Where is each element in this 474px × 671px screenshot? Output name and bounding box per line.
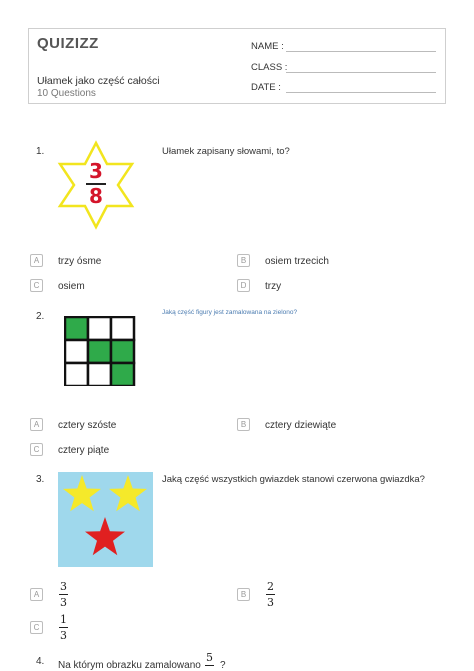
q2-grid-cell-1-2	[88, 317, 111, 340]
brand-logo: QUIZIZZ	[37, 35, 99, 52]
q2-grid-cell-2-3	[111, 340, 134, 363]
q2-grid-cell-2-2	[88, 340, 111, 363]
name-field	[251, 41, 284, 52]
question-2-number: 2.	[36, 311, 45, 322]
question-4-text: Na którym obrazku zamalowano	[58, 660, 201, 671]
q1-option-d-letter: D	[237, 279, 250, 292]
question-count: 10 Questions	[37, 88, 96, 99]
q2-option-c-text: cztery piąte	[58, 445, 110, 456]
q2-grid-cell-3-1	[65, 363, 88, 386]
q1-option-d-text: trzy	[265, 281, 282, 292]
date-line	[286, 92, 436, 93]
name-label: NAME :	[251, 41, 284, 52]
q2-option-a-letter: A	[30, 418, 43, 431]
q3-option-c-denominator: 3	[60, 629, 67, 642]
date-field	[251, 82, 281, 93]
q3-option-a-letter: A	[30, 588, 43, 601]
q3-option-a-denominator: 3	[60, 596, 67, 609]
question-4-number: 4.	[36, 656, 45, 667]
q3-option-b-denominator: 3	[267, 596, 274, 609]
q1-option-b-letter: B	[237, 254, 250, 267]
q1-star-image	[56, 140, 136, 230]
question-3-number: 3.	[36, 474, 45, 485]
q1-star-denominator: 8	[89, 184, 103, 208]
question-1-number: 1.	[36, 146, 45, 157]
q3-option-a-fraction	[59, 580, 68, 609]
q2-grid-image	[64, 316, 136, 386]
q2-option-c-letter: C	[30, 443, 43, 456]
q2-option-a-text: cztery szóste	[58, 420, 117, 431]
q4-fraction	[205, 651, 214, 667]
worksheet-header	[28, 28, 446, 104]
question-4-suffix: ?	[220, 660, 226, 671]
q1-option-a-text: trzy ósme	[58, 256, 102, 267]
q1-option-c-letter: C	[30, 279, 43, 292]
q1-option-b-text: osiem trzecich	[265, 256, 329, 267]
class-line	[286, 72, 436, 73]
q4-fraction-bar	[205, 665, 214, 666]
q1-option-a-letter: A	[30, 254, 43, 267]
q2-grid-cell-3-3	[111, 363, 134, 386]
class-field	[251, 62, 287, 73]
date-label: DATE :	[251, 82, 281, 93]
q4-numerator: 5	[206, 651, 213, 664]
question-3-text: Jaką część wszystkich gwiazdek stanowi czerwona gwiazdka?	[162, 474, 425, 485]
q3-option-a-fraction-bar	[59, 594, 68, 595]
q3-option-c-fraction-bar	[59, 627, 68, 628]
question-1-text: Ułamek zapisany słowami, to?	[162, 146, 290, 157]
q2-grid-cell-2-1	[65, 340, 88, 363]
q3-option-a-numerator: 3	[60, 580, 67, 593]
q3-option-c-fraction	[59, 613, 68, 642]
name-line	[286, 51, 436, 52]
q3-option-b-letter: B	[237, 588, 250, 601]
q2-grid-cell-1-3	[111, 317, 134, 340]
q3-option-b-fraction	[266, 580, 275, 609]
q3-option-b-fraction-bar	[266, 594, 275, 595]
q2-option-b-letter: B	[237, 418, 250, 431]
q3-stars-image	[58, 472, 153, 567]
question-2-text: Jaką część figury jest zamalowana na zielono?	[162, 309, 298, 316]
q2-option-b-text: cztery dziewiąte	[265, 420, 337, 431]
q3-option-b-numerator: 2	[267, 580, 274, 593]
q2-grid-cell-1-1	[65, 317, 88, 340]
worksheet-title: Ułamek jako część całości	[37, 75, 160, 87]
q3-option-c-letter: C	[30, 621, 43, 634]
q3-option-c-numerator: 1	[60, 613, 67, 626]
q1-star-numerator: 3	[89, 159, 103, 183]
class-label: CLASS :	[251, 62, 288, 73]
q1-option-c-text: osiem	[58, 281, 85, 292]
q2-grid-cell-3-2	[88, 363, 111, 386]
